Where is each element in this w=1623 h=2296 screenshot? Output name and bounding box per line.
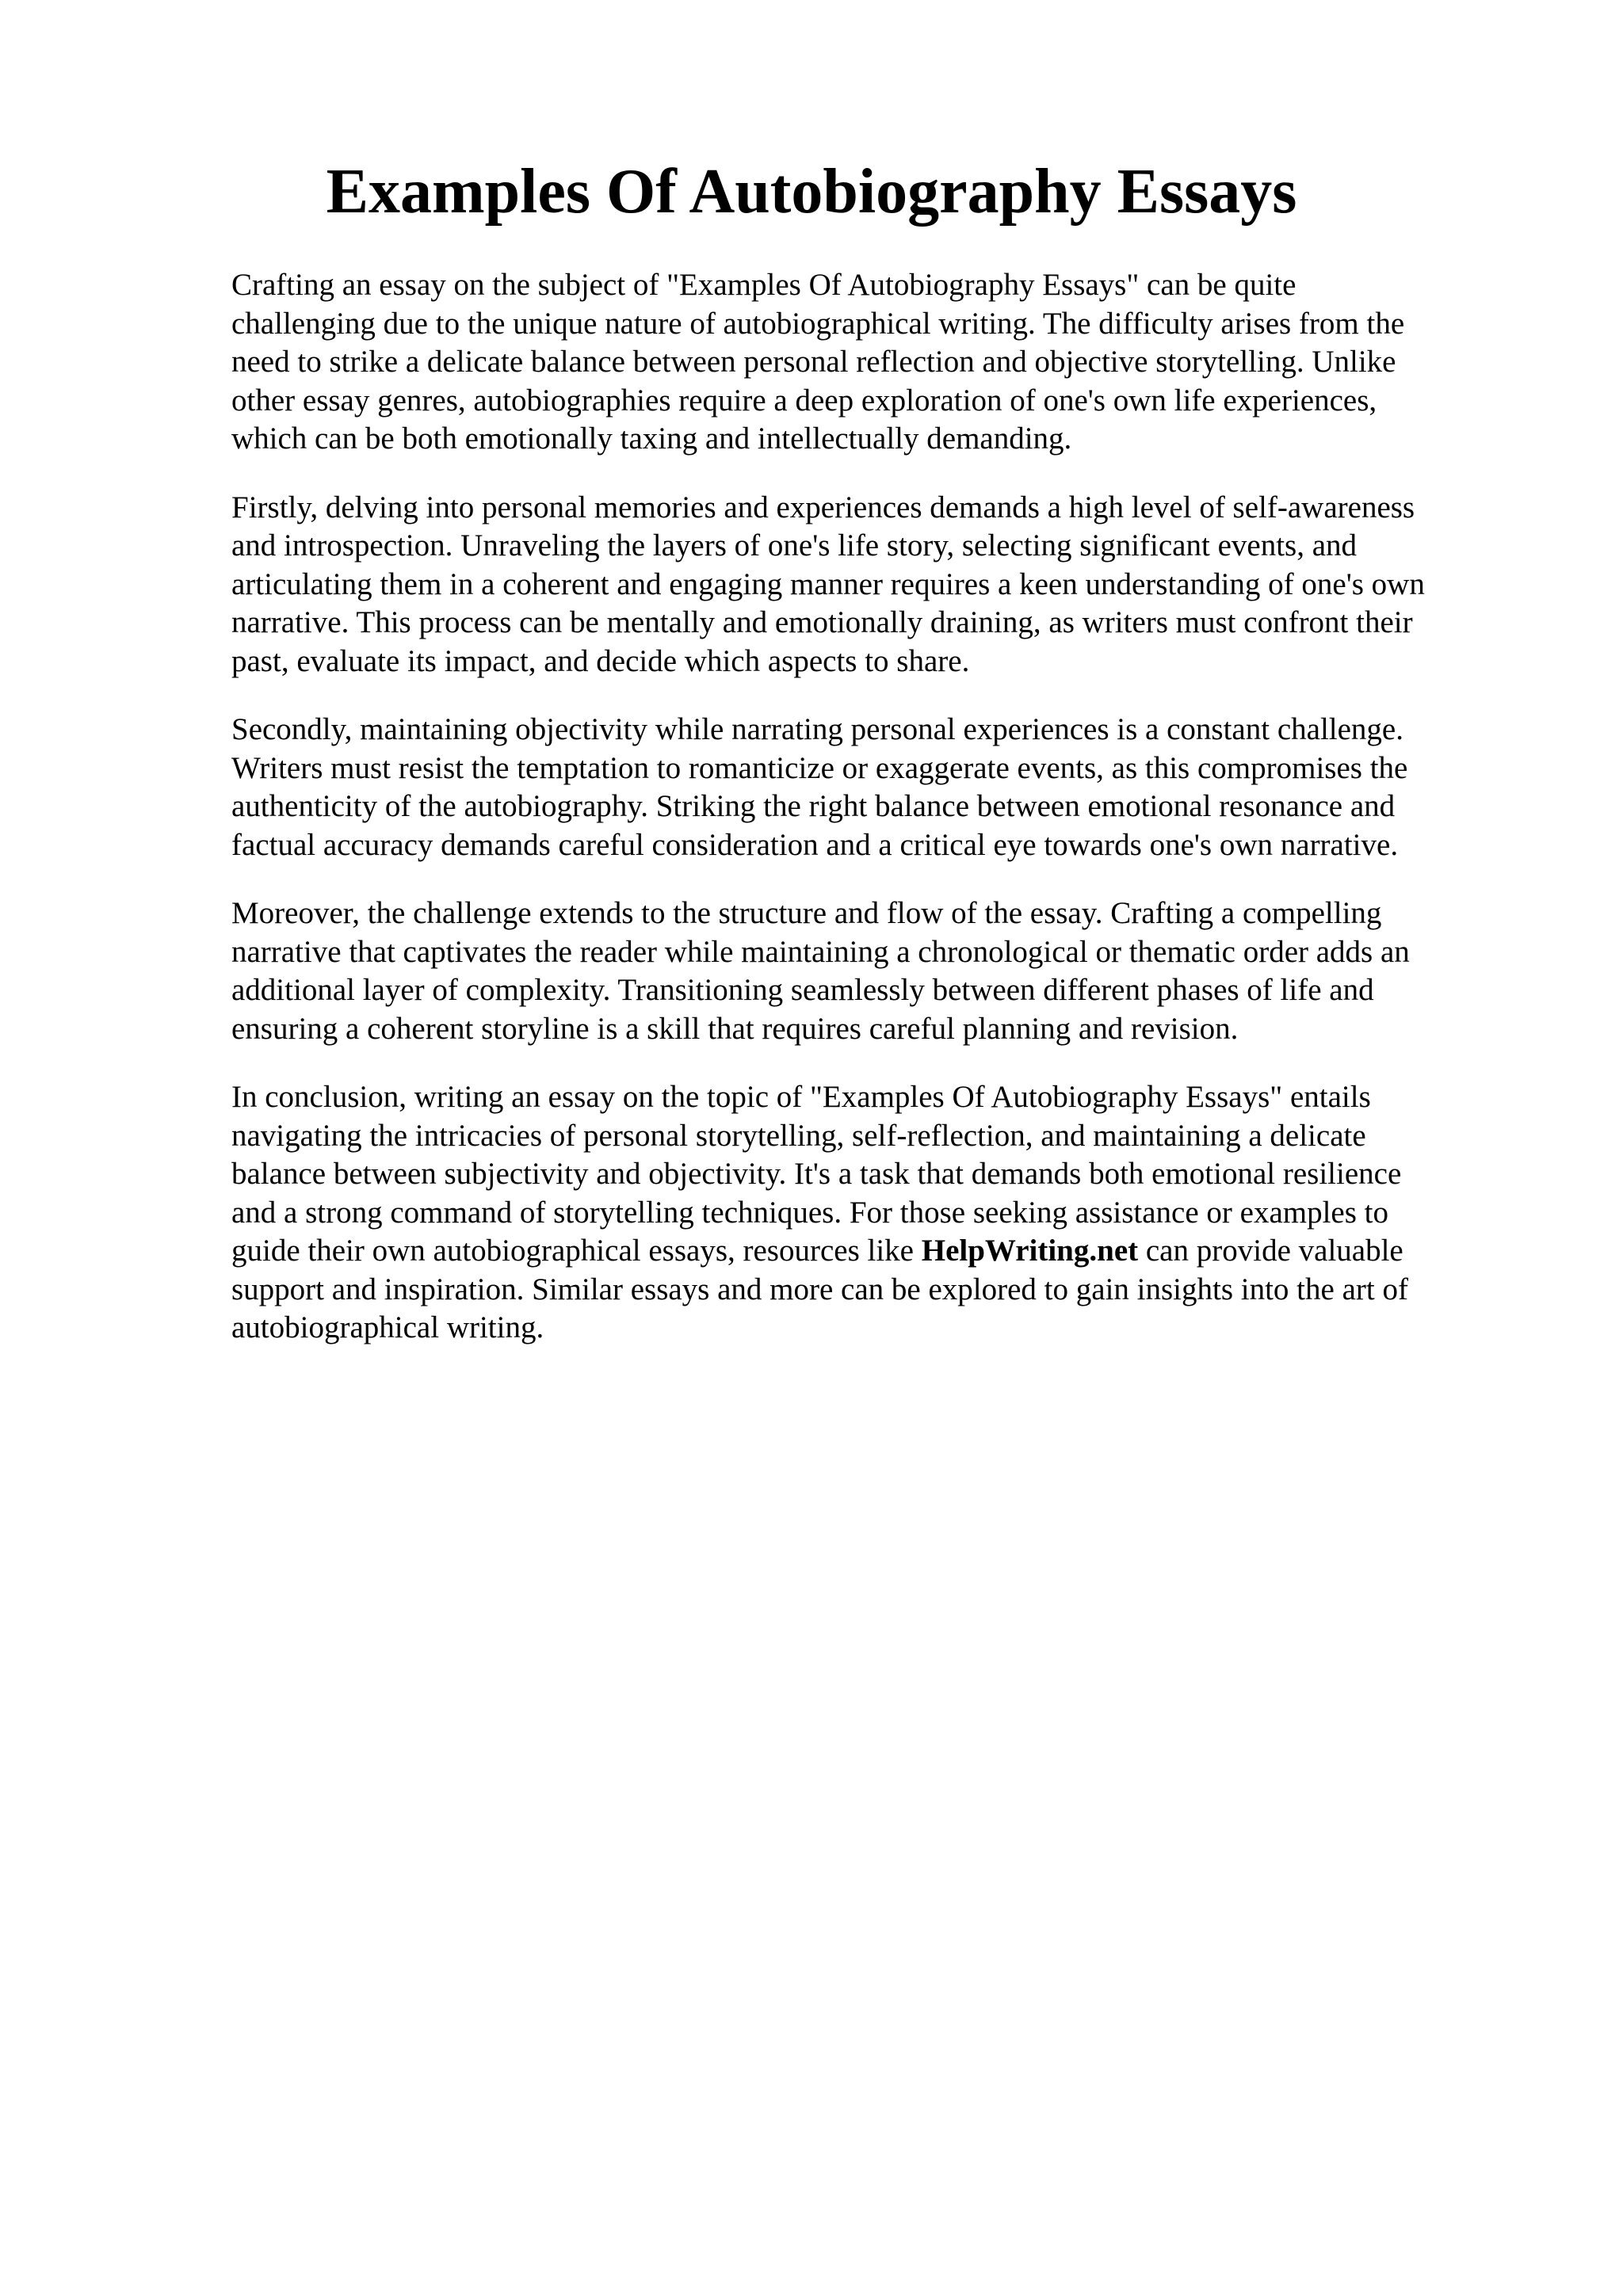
text-line: In conclusion, writing an essay on the topic of "Examples Of Autobiography Essays" entails [231,1080,1371,1114]
paragraph-firstly [231,489,1515,681]
paragraph-conclusion [231,1078,1515,1348]
paragraph-moreover [231,894,1515,1048]
text-line: which can be both emotionally taxing and intellectually demanding. [231,421,1072,456]
text-line: past, evaluate its impact, and decide which aspects to share. [231,643,970,678]
text-line: support and inspiration. Similar essays and more can be explored to gain insights into the art of [231,1272,1408,1306]
text-line: narrative that captivates the reader while maintaining a chronological or thematic order adds an [231,934,1410,969]
text-line: and introspection. Unraveling the layers of one's life story, selecting significant events, and [231,528,1358,563]
text-line: challenging due to the unique nature of autobiographical writing. The difficulty arises from the [231,306,1405,341]
text-line: Secondly, maintaining objectivity while narrating personal experiences is a constant challenge. [231,712,1403,746]
text-line: balance between subjectivity and objectivity. It's a task that demands both emotional resilience [231,1157,1402,1191]
document-title: Examples Of Autobiography Essays [326,157,1297,227]
text-line: and a strong command of storytelling techniques. For those seeking assistance or examples to [231,1195,1389,1230]
text-line: articulating them in a coherent and engaging manner requires a keen understanding of one's own [231,566,1425,601]
paragraph-secondly [231,711,1515,864]
text-line: Writers must resist the temptation to romanticize or exaggerate events, as this compromises the [231,750,1408,785]
text-line: other essay genres, autobiographies require a deep exploration of one's own life experiences, [231,383,1377,418]
brand-line-after: can provide valuable [1138,1234,1403,1268]
text-line: navigating the intricacies of personal storytelling, self-reflection, and maintaining a delicate [231,1118,1366,1153]
text-line: ensuring a coherent storyline is a skill that requires careful planning and revision. [231,1011,1239,1046]
text-line-with-brand [231,1232,1515,1271]
text-line: additional layer of complexity. Transitioning seamlessly between different phases of life and [231,973,1374,1007]
text-line: autobiographical writing. [231,1310,544,1344]
text-line: authenticity of the autobiography. Striking the right balance between emotional resonance and [231,789,1396,823]
text-line: Moreover, the challenge extends to the structure and flow of the essay. Crafting a compelling [231,896,1382,930]
essay-body [231,266,1515,1378]
helpwriting-link[interactable]: HelpWriting.net [921,1234,1139,1268]
text-line: Firstly, delving into personal memories and experiences demands a high level of self-awareness [231,490,1415,524]
brand-line-before: guide their own autobiographical essays, resources like [231,1234,922,1268]
text-line: Crafting an essay on the subject of "Examples Of Autobiography Essays" can be quite [231,268,1296,302]
paragraph-intro [231,266,1515,459]
text-line: need to strike a delicate balance between personal reflection and objective storytelling. Unlike [231,345,1396,379]
text-line: narrative. This process can be mentally and emotionally draining, as writers must confront their [231,605,1413,639]
text-line: factual accuracy demands careful consideration and a critical eye towards one's own narrative. [231,827,1399,862]
